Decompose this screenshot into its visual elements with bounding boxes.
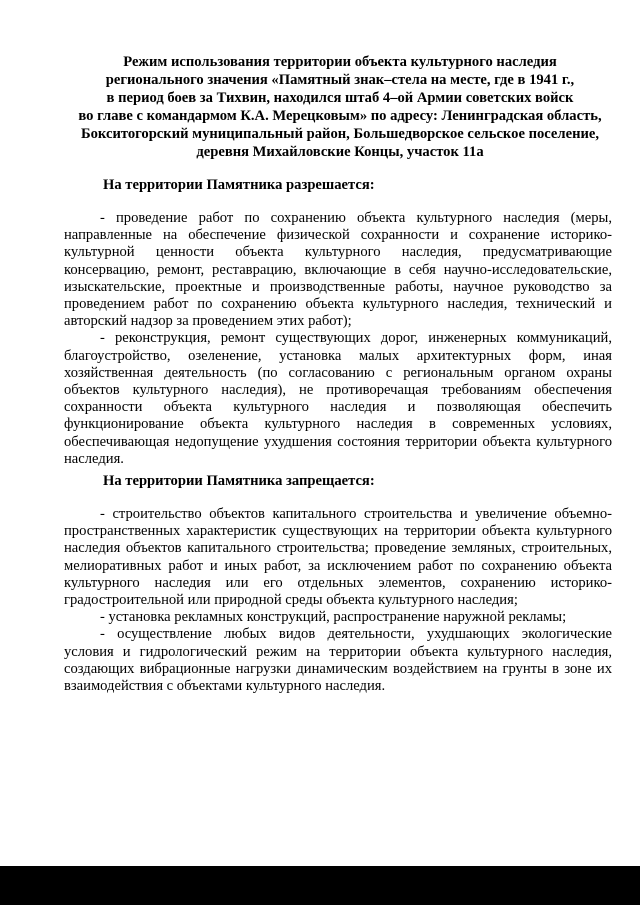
section-heading-permitted: На территории Памятника разрешается:	[103, 177, 375, 193]
scan-border	[0, 866, 640, 905]
title-line: Режим использования территории объекта культурного наследия	[123, 54, 557, 70]
section-heading-prohibited: На территории Памятника запрещается:	[103, 473, 375, 489]
list-item: - установка рекламных конструкций, распространение наружной рекламы;	[100, 609, 567, 626]
title-line: во главе с командармом К.А. Мерецковым» по адресу: Ленинградская область,	[78, 108, 602, 125]
title-line: в период боев за Тихвин, находился штаб 4–ой Армии советских войск	[106, 90, 574, 107]
list-item: - реконструкция, ремонт существующих дорог, инженерных коммуникаций, благоустройство, озеленение, установка малых архитектурных форм, иная хозяйственная деятельность (по согласованию с региональным органом охраны объектов культурного наследия), не противоречащая требованиям обеспечения сохранности объекта культурного наследия и позволяющая обеспечить функционирование объекта культурного наследия в современных условиях, обеспечивающая недопущение ухудшения состояния территории объекта культурного наследия.	[64, 330, 612, 467]
section-body-permitted	[64, 210, 612, 468]
section-body-prohibited	[64, 506, 612, 695]
title-line: деревня Михайловские Концы, участок 11а	[196, 144, 484, 161]
title-line: Бокситогорский муниципальный район, Большедворское сельское поселение,	[80, 126, 600, 143]
document-title	[60, 53, 620, 162]
list-item: - проведение работ по сохранению объекта культурного наследия (меры, направленные на обеспечение физической сохранности и сохранение историко-культурной ценности объекта культурного наследия, предусматривающие консервацию, ремонт, реставрацию, включающие в себя научно-исследовательские, изыскательские, проектные и производственные работы, научное руководство за проведением работ по сохранению объекта культурного наследия, технический и авторский надзор за проведением этих работ);	[64, 210, 612, 330]
list-item: - строительство объектов капитального строительства и увеличение объемно-пространственных характеристик существующих на территории объекта культурного наследия объектов капитального строительства; проведение земляных, строительных, мелиоративных работ и иных работ, за исключением работ по сохранению объекта культурного наследия или его отдельных элементов, сохранению историко-градостроительной или природной среды объекта культурного наследия;	[64, 506, 612, 609]
list-item: - осуществление любых видов деятельности, ухудшающих экологические условия и гидрологический режим на территории объекта культурного наследия, создающих вибрационные нагрузки динамическим воздействием на грунты в зоне их взаимодействия с объектами культурного наследия.	[64, 626, 612, 695]
title-line: регионального значения «Памятный знак–стела на месте, где в 1941 г.,	[105, 72, 575, 89]
